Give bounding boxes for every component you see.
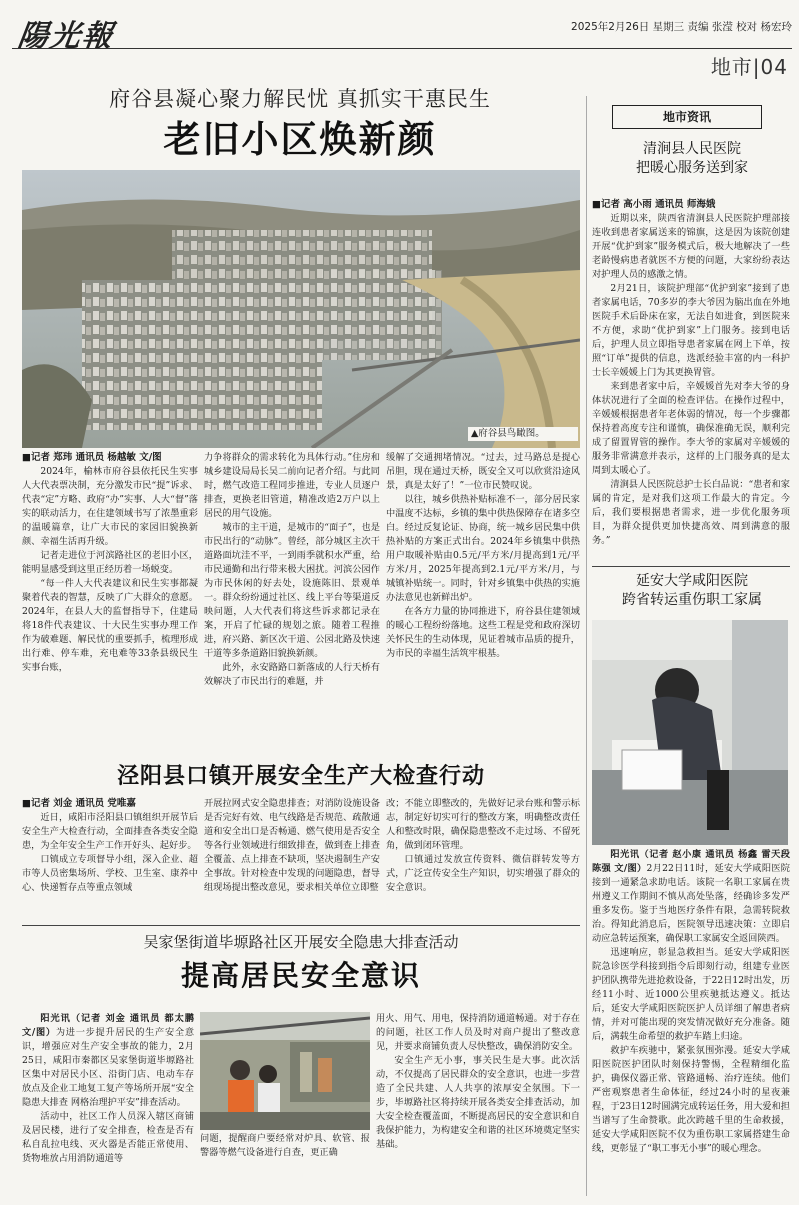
story3-paragraph: 安全生产无小事，事关民生是大事。此次活动，不仅提高了居民群众的安全意识，也进一步营造了全民共建、人人共享的浓厚安全氛围。下一步，毕塬路社区将持续开展各类安全排查活动，加大安全检查覆盖面，不断提高居民的安全意识和自我保护能力，为构建安全和谐的社区环境奠定坚实基础。	[376, 1054, 580, 1150]
story-b-paragraph: 救护车疾驰中，紧张氛围弥漫。延安大学咸阳医院医护团队时刻保持警惕，全程精细化监护，确保仪器正常、管路通畅、治疗连续。他们严密观察患者生命体征，经过24小时的星夜兼程，于23日12时圆满完成转运任务，用大爱和担当谱写了生命赞歌。此次跨越千里的生命救援，延安大学咸阳医院不仅为重伤职工家属搭建生命线，更彰显了“职工事无小事”的暖心理念。	[592, 1044, 790, 1154]
story2-paragraph: 口镇通过发放宣传资料、微信群转发等方式，广泛宣传安全生产知识，切实增强了群众的安全意识。	[386, 853, 580, 893]
story3-kicker: 吴家堡街道毕塬路社区开展安全隐患大排查活动	[143, 933, 459, 951]
story1-paragraph: “每一件人大代表建议和民生实事都凝聚着代表的智慧，反映了广大群众的意愿。2024年，在县人大的监督指导下，住建局将18件代表建议、十大民生实事办理工作作为破难题、解民忧的重要抓手，梳理形成出行难、停车难，充电难等33条县级民生实事台账，	[22, 578, 198, 674]
story-b-paragraph: 迅速响应，彰显急救担当。延安大学咸阳医院急诊医学科接到指令后即刻行动，组建专业医护团队携带先进抢救设备，于22日12时出发，历经11小时、近1000公里疾驰抵达遵义。抵达后，延安大学咸阳医院医护人员详细了解患者病情，并对可能出现的突发情况做好充分准备。随后，满载生命希望的救护车踏上归途。	[592, 946, 790, 1042]
story2-paragraph: 近日，咸阳市泾阳县口镇组织开展节后安全生产大检查行动，全面排查各类安全隐患，为全年安全生产工作开好头、起好步。	[22, 812, 198, 852]
story1-paragraph: 记者走进位于河滨路社区的老旧小区，能明显感受到这里正经历着一场蜕变。	[22, 550, 198, 576]
aerial-city-illustration	[22, 170, 580, 448]
story1-paragraph: 缓解了交通拥堵情况。“过去，过马路总是提心吊胆，现在通过天桥，既安全又可以欣赏沿途风景，真是太好了！”一位市民赞叹说。	[386, 452, 580, 491]
story1-paragraph: 城市的主干道，是城市的“面子”，也是市民出行的“动脉”。曾经，部分城区主次干道路面坑洼不平，一到雨季就积水严重，给市民通勤和出行带来极大困扰。河滨公园作为市民休闲的好去处，设施陈旧、景观单一。群众纷纷通过社区、线上平台等渠道反映问题，人大代表们将这些诉求都记录在案，开启了忙碌的规划之旅。随着工程推进，府兴路、新区次干道、公园北路及快速干道等多条道路旧貌换新颜。	[204, 521, 380, 659]
story-a-paragraph: 清涧县人民医院总护士长白品说：“患者和家属的肯定，是对我们这项工作最大的肯定。今后，我们要根据患者需求，进一步优化服务项目，为群众提供更加快捷高效、周到满意的服务。”	[592, 479, 790, 547]
masthead-rule	[12, 48, 792, 49]
story1-column-1	[22, 451, 198, 675]
story2-paragraph: 口镇成立专项督导小组，深入企业、超市等人员密集场所、学校、卫生室、康养中心、快递暂存点等重点领域	[22, 854, 198, 894]
story3-column-2	[200, 1132, 370, 1160]
story-a-paragraph: 近期以来，陕西省清涧县人民医院护理部接连收到患者家属送来的锦旗，这是因为该院创建开展“优护到家”服务模式后，极大地解决了一些老龄慢病患者就医不方便的问题，大家纷纷表达对护理人员的感激之情。	[592, 213, 790, 281]
inspection-illustration	[200, 1012, 370, 1130]
story1-paragraph: 以往，城乡供热补贴标准不一，部分居民家中温度不达标，乡镇的集中供热保障存在诸多空白。经过反复论证、协商，统一城乡居民集中供热补贴的方案正式出台。2024年乡镇集中供热用户取暖补贴由0.5元/平方米/月提高到1元/平方米/月，2025年提高到2.1元/平方米/月，与城镇补贴统一。同时，针对乡镇集中供热的实施办法意见也新鲜出炉。	[386, 493, 580, 603]
story1-paragraph: 在各方力量的协同推进下，府谷县住建领域的暖心工程纷纷落地。这些工程是党和政府深切关怀民生的生动体现，见证着城市品质的提升，为市民的幸福生活筑牢根基。	[386, 605, 580, 659]
story3-column-1	[22, 1012, 194, 1166]
story3-column-3	[376, 1012, 580, 1152]
story-a-paragraph: 2月21日，该院护理部“优护到家”接到了患者家属电话，70多岁的李大爷因为脑出血在外地医院手术后卧床在家，无法自如进食，到医院来不方便，求助“优护到家”上门服务。接到电话后，护理人员立即指导患者家属在网上下单，按照“订单”提供的信息，选派经验丰富的内一科护士长辛媛媛上门为其更换胃管。	[592, 283, 790, 379]
story-b-lead-text: 2月22日11时，延安大学咸阳医院接到一通紧急求助电话。该院一名职工家属在贵州遵义工作期间不慎从高处坠落，经确诊多发严重多发伤。鉴于当地医疗条件有限，急需转院救治。得知此消息后，医院领导迅速决策：立即启动应急转运预案，确保职工家属安全返回陕西。	[592, 862, 790, 944]
sidebar-story-a-body	[592, 198, 790, 548]
section-divider	[22, 925, 580, 926]
story2-column-1	[22, 797, 198, 895]
newspaper-logo: 陽光報	[15, 19, 117, 54]
story2-title: 泾阳县口镇开展安全生产大检查行动	[116, 764, 485, 789]
story1-column-3	[386, 451, 580, 661]
ambulance-illustration	[592, 620, 788, 845]
story3-paragraph	[22, 1012, 194, 1110]
story1-title: 老旧小区焕新颜	[163, 118, 437, 161]
story3-paragraph: 问题，提醒商户要经常对炉具、软管、报警器等燃气设备进行自查，更正确	[200, 1133, 370, 1158]
story-a-title-line1: 清涧县人民医院	[643, 141, 741, 157]
story-a-title-line2: 把暖心服务送到家	[636, 159, 748, 176]
story-b-lead: 阳光讯（记者 赵小康 通讯员 杨鑫 雷天段 陈强 文/图）	[592, 849, 790, 874]
sidebar-story-b-title	[592, 572, 792, 610]
story3-lead: 阳光讯（记者 刘金 通讯员 都太鹏 文/图）	[22, 1013, 194, 1038]
story1-paragraph: 力争将群众的需求转化为具体行动。”住房和城乡建设局局长吴二前向记者介绍。与此同时，燃气改造工程同步推进，专业人员逐户排查，更换老旧管道，精准改造2万户以上居民的用气设施。	[204, 452, 380, 519]
story2-byline: ■记者 刘金 通讯员 党唯嘉	[22, 798, 136, 809]
story1-paragraph: 此外，永安路路口新落成的人行天桥有效解决了市民出行的难题，并	[204, 661, 380, 687]
issue-info: 2025年2月26日 星期三 责编 张滢 校对 杨宏玲	[571, 21, 792, 33]
safety-inspection-photo	[200, 1012, 370, 1130]
sidebar-divider	[592, 566, 790, 567]
aerial-city-photo	[22, 170, 580, 448]
story2-paragraph: 改；不能立即整改的，先做好记录台账和警示标志，制定好切实可行的整改方案，明确整改责任人和整改时限，确保隐患整改不走过场、不留死角，做到闭环管理。	[386, 798, 580, 851]
story-a-paragraph: 来到患者家中后，辛媛媛首先对李大爷的身体状况进行了全面的检查评估。在操作过程中，辛媛媛根据患者年老体弱的情况，每一个步骤都保持着高度专注和谨慎，确保准确无误，顺利完成了留置胃管的操作。李大爷的家属对辛媛媛的服务非常满意并表示，这样的上门服务真的是太周到太暖心了。	[592, 381, 790, 477]
section-label: 地市|04	[710, 55, 788, 79]
story-b-paragraph	[592, 848, 790, 946]
story2-column-2	[204, 797, 380, 895]
story-b-title-line2: 跨省转运重伤职工家属	[622, 591, 762, 608]
tag-label: 地市资讯	[662, 110, 711, 124]
news-brief-tag	[612, 105, 762, 129]
sidebar-story-b-body	[592, 848, 790, 1156]
story1-paragraph: 2024年，榆林市府谷县依托民生实事人大代表票决制，充分激发市民“提”诉求、代表“定”方略、政府“办”实事、人大“督”落实的联动活力，在住建领域书写了浓墨重彩的温暖篇章，让广大市民的家园旧貌换新颜、幸福生活再升级。	[22, 466, 198, 548]
story3-paragraph: 活动中，社区工作人员深入辖区商铺及居民楼，进行了安全排查，检查是否有私自乱拉电线、灭火器是否能正常使用、货物堆放占用消防通道等	[22, 1110, 194, 1164]
sidebar-story-a-title	[592, 140, 792, 178]
masthead	[12, 12, 792, 79]
story3-title: 提高居民安全意识	[180, 959, 421, 992]
story3-lead-text: 为进一步提升居民的生产安全意识，增强应对生产安全事故的能力，2月25日，咸阳市秦都区吴家堡街道毕塬路社区集中对居民小区、沿街门店、电动车存放点及企业工地复工复产等场所开展“安全隐患大排查 网格治理护平安”排查活动。	[22, 1026, 195, 1108]
story1-column-2	[204, 451, 380, 689]
story-b-title-line1: 延安大学咸阳医院	[636, 573, 748, 589]
story1-byline: ■记者 郑玮 通讯员 杨越敏 文/图	[22, 452, 162, 463]
story-a-byline: ■记者 高小雨 通讯员 师海娥	[592, 199, 716, 210]
photo-caption: ▲府谷县鸟瞰图。	[468, 427, 578, 441]
story1-kicker: 府谷县凝心聚力解民忧 真抓实干惠民生	[109, 87, 491, 111]
story2-column-3	[386, 797, 580, 895]
story2-paragraph: 开展拉网式安全隐患排查；对消防设施设备是否完好有效、电气线路是否规范、疏散通道和安全出口是否畅通、燃气使用是否安全等各行业领域进行细致排查，做到查上排查全覆盖、点上排查不缺项，坚决遏制生产安全事故。针对检查中发现的问题隐患，督导组现场提出整改意见，要求相关单位立即整	[204, 798, 380, 893]
ambulance-transfer-photo	[592, 620, 788, 845]
column-divider	[586, 96, 587, 1196]
story3-paragraph: 用火、用气、用电，保持消防通道畅通。对于存在的问题，社区工作人员及时对商户提出了整改意见，并要求商铺负责人尽快整改，确保消防安全。	[376, 1013, 580, 1052]
